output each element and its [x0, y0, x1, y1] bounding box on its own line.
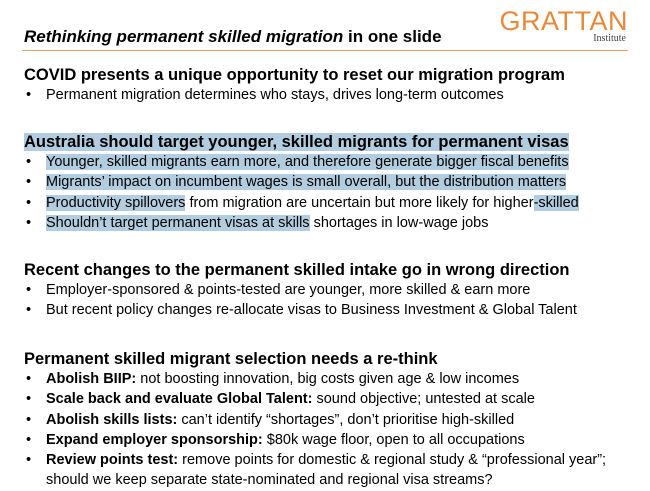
bullet-bold-lead: Scale back and evaluate Global Talent:	[46, 391, 313, 408]
bullet-item	[24, 193, 630, 213]
bullet-item	[24, 280, 630, 300]
bullet-item	[24, 410, 630, 430]
bullet-item	[24, 300, 630, 320]
bullet-item	[24, 369, 630, 389]
bullet-text: Migrants’ impact on incumbent wages is small overall, but the distribution matters	[46, 174, 567, 191]
section-heading: COVID presents a unique opportunity to reset our migration program	[24, 66, 565, 84]
bullet-item	[24, 152, 630, 172]
bullet-bold-lead: Review points test:	[46, 452, 179, 469]
slide-title	[24, 27, 442, 47]
bullet-text: $80k wage floor, open to all occupations	[262, 431, 525, 448]
logo-sub: Institute	[593, 33, 626, 44]
section-covid	[24, 65, 630, 105]
bullet-text: Permanent migration determines who stays, drives long-term outcomes	[46, 87, 504, 103]
bullet-text: sound objective; untested at scale	[312, 391, 535, 408]
bullet-text-highlighted: Productivity spillovers	[46, 194, 186, 211]
logo-name: GRATTAN	[499, 6, 628, 36]
bullet-text: Employer-sponsored & points-tested are younger, more skilled & earn more	[46, 282, 531, 298]
bullet-list	[24, 369, 630, 491]
bullet-text-plain: from migration are uncertain but more likely for higher	[185, 194, 534, 211]
bullet-text-plain: shortages in low-wage jobs	[309, 214, 489, 231]
grattan-logo	[500, 8, 629, 44]
bullet-text-highlighted: -skilled	[533, 194, 579, 211]
bullet-item	[24, 85, 630, 105]
bullet-text-highlighted: Shouldn’t target permanent visas at skills	[46, 214, 310, 231]
slide-title-italic: Rethinking permanent skilled migration	[24, 27, 344, 46]
bullet-list	[24, 85, 630, 105]
bullet-text: Younger, skilled migrants earn more, and therefore generate bigger fiscal benefits	[46, 154, 569, 170]
section-rethink	[24, 349, 630, 491]
bullet-text: can’t identify “shortages”, don’t prioritise high-skilled	[177, 411, 515, 428]
section-recent-changes	[24, 260, 630, 321]
section-heading: Permanent skilled migrant selection needs a re-think	[24, 350, 438, 368]
section-target-younger	[24, 132, 630, 233]
bullet-item	[24, 389, 630, 409]
bullet-text: But recent policy changes re-allocate visas to Business Investment & Global Talent	[46, 302, 577, 319]
bullet-item	[24, 172, 630, 192]
bullet-item	[24, 213, 630, 233]
bullet-item	[24, 430, 630, 450]
section-heading: Australia should target younger, skilled migrants for permanent visas	[24, 133, 569, 151]
title-divider	[22, 50, 628, 51]
section-heading: Recent changes to the permanent skilled intake go in wrong direction	[24, 261, 570, 279]
bullet-bold-lead: Expand employer sponsorship:	[46, 431, 263, 448]
bullet-text: not boosting innovation, big costs given age & low incomes	[136, 371, 520, 387]
bullet-list	[24, 152, 630, 233]
bullet-bold-lead: Abolish skills lists:	[46, 411, 178, 428]
slide-title-rest: in one slide	[343, 27, 442, 46]
bullet-text: remove points for domestic & regional study & “professional year”; should we keep separate state-nominated and regional visa streams?	[46, 452, 607, 489]
bullet-list	[24, 280, 630, 321]
bullet-bold-lead: Abolish BIIP:	[46, 371, 137, 387]
